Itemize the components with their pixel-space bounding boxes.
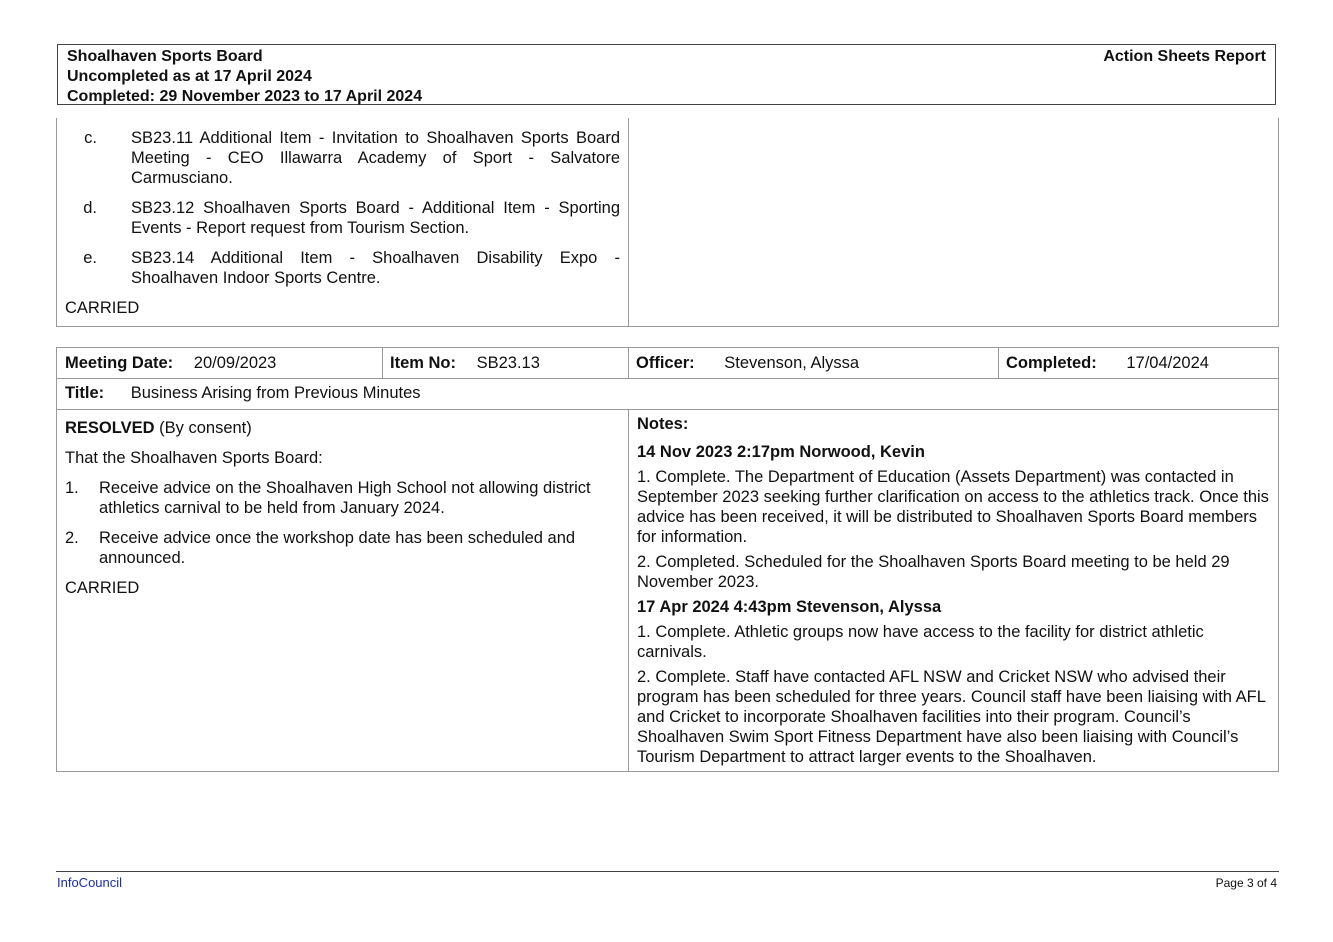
list-text: SB23.12 Shoalhaven Sports Board - Additional Item - Sporting Events - Report request from Tourism Section. — [131, 199, 620, 237]
officer-label: Officer: — [636, 354, 695, 372]
item-number: 1. — [65, 479, 79, 497]
note-heading: 14 Nov 2023 2:17pm Norwood, Kevin — [637, 443, 925, 461]
list-item — [65, 128, 620, 188]
report-title: Action Sheets Report — [1103, 48, 1266, 65]
column-divider — [628, 118, 629, 326]
item-text: Receive advice once the workshop date has been scheduled and announced. — [99, 529, 576, 567]
item-number: 2. — [65, 529, 79, 547]
footer-brand: InfoCouncil — [57, 875, 123, 890]
list-text: SB23.14 Additional Item - Shoalhaven Disability Expo - Shoalhaven Indoor Sports Centre. — [131, 249, 620, 287]
resolved-line — [65, 418, 620, 438]
note-paragraph: 1. Complete. Athletic groups now have access to the facility for district athletic carnivals. — [637, 623, 1204, 661]
resolution-item — [65, 478, 620, 518]
board-name: Shoalhaven Sports Board — [67, 48, 263, 65]
item-no-cell — [382, 348, 628, 378]
report-header — [57, 44, 1276, 105]
resolution — [65, 418, 620, 608]
notes — [637, 414, 1269, 772]
resolution-intro: That the Shoalhaven Sports Board: — [65, 449, 323, 467]
officer-cell — [628, 348, 998, 378]
meta-row — [57, 348, 1278, 379]
officer-value: Stevenson, Alyssa — [724, 354, 860, 372]
action-sheet — [56, 347, 1279, 772]
list-item — [65, 198, 620, 238]
list-text: SB23.11 Additional Item - Invitation to Shoalhaven Sports Board Meeting - CEO Illawarra Academy of Sport - Salvatore Carmusciano. — [131, 129, 620, 187]
continuation-list — [65, 128, 620, 318]
list-item — [65, 248, 620, 288]
page-number: Page 3 of 4 — [1215, 876, 1277, 890]
note-paragraph: 2. Completed. Scheduled for the Shoalhaven Sports Board meeting to be held 29 November 2023. — [637, 553, 1230, 591]
resolved-label: RESOLVED — [65, 419, 155, 437]
title-row — [57, 378, 1278, 410]
list-marker: d. — [83, 199, 97, 217]
completed-value: 17/04/2024 — [1126, 354, 1209, 372]
meeting-date-value: 20/09/2023 — [193, 354, 277, 372]
continuation-box — [56, 118, 1279, 327]
carried-text: CARRIED — [65, 579, 140, 597]
list-marker: c. — [84, 129, 97, 147]
uncompleted-date: Uncompleted as at 17 April 2024 — [67, 68, 312, 85]
completed-range: Completed: 29 November 2023 to 17 April 2024 — [67, 88, 423, 105]
note-heading: 17 Apr 2024 4:43pm Stevenson, Alyssa — [637, 598, 942, 616]
item-text: Receive advice on the Shoalhaven High School not allowing district athletics carnival to be held from January 2024. — [99, 479, 591, 517]
title-label: Title: — [65, 384, 105, 402]
resolution-item — [65, 528, 620, 568]
header-left — [67, 47, 1266, 107]
footer-rule — [56, 871, 1279, 872]
item-title: Business Arising from Previous Minutes — [130, 384, 421, 402]
meeting-date-cell — [57, 348, 382, 378]
list-marker: e. — [83, 249, 97, 267]
completed-cell — [998, 348, 1278, 378]
column-divider — [628, 409, 629, 771]
carried-text: CARRIED — [65, 299, 140, 317]
item-no-value: SB23.13 — [476, 354, 540, 372]
item-no-label: Item No: — [390, 354, 456, 372]
note-paragraph: 1. Complete. The Department of Education (Assets Department) was contacted in September 2023 seeking further clarification on access to the athletics track. Once this advice has been received, it will be distributed to Shoalhaven Sports Board members for information. — [637, 468, 1269, 546]
completed-label: Completed: — [1006, 354, 1097, 372]
resolved-note: (By consent) — [159, 419, 252, 437]
notes-label: Notes: — [637, 415, 689, 433]
note-paragraph: 2. Complete. Staff have contacted AFL NSW and Cricket NSW who advised their program has been scheduled for three years. Council staff have been liaising with AFL and Cricket to incorporate Shoalhaven facilities into their program. Council’s Shoalhaven Swim Sport Fitness Department have also been liaising with Council’s Tourism Department to attract larger events to the Shoalhaven. — [637, 668, 1266, 766]
meeting-date-label: Meeting Date: — [65, 354, 174, 372]
